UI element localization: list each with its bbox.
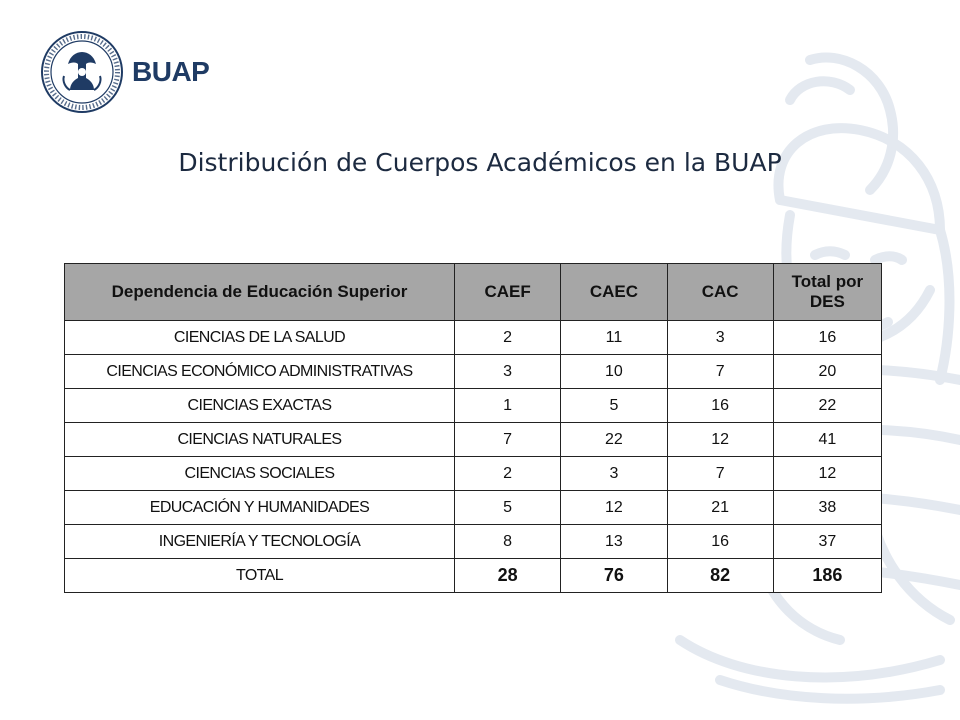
row-total: 20	[773, 355, 881, 389]
row-name: CIENCIAS NATURALES	[65, 423, 455, 457]
table-row	[65, 321, 882, 355]
table-header-row	[65, 264, 882, 321]
header-total-line1: Total por	[791, 272, 864, 291]
row-total: 38	[773, 491, 881, 525]
table-row	[65, 525, 882, 559]
row-caec: 5	[561, 389, 667, 423]
page-title: Distribución de Cuerpos Académicos en la BUAP	[178, 148, 782, 177]
row-name: CIENCIAS DE LA SALUD	[65, 321, 455, 355]
row-total: 16	[773, 321, 881, 355]
header-total	[773, 264, 881, 321]
table-row	[65, 389, 882, 423]
row-caef: 5	[454, 491, 560, 525]
total-caef: 28	[454, 559, 560, 593]
header-dependencia: Dependencia de Educación Superior	[65, 264, 455, 321]
row-total: 37	[773, 525, 881, 559]
row-caef: 8	[454, 525, 560, 559]
table-total-row	[65, 559, 882, 593]
brand-name: BUAP	[132, 56, 210, 87]
row-caef: 2	[454, 321, 560, 355]
table-row	[65, 457, 882, 491]
university-seal-icon	[40, 30, 124, 114]
row-caec: 22	[561, 423, 667, 457]
row-cac: 12	[667, 423, 773, 457]
row-caef: 7	[454, 423, 560, 457]
row-cac: 16	[667, 525, 773, 559]
row-caec: 3	[561, 457, 667, 491]
row-caef: 3	[454, 355, 560, 389]
header-cac: CAC	[667, 264, 773, 321]
row-total: 22	[773, 389, 881, 423]
row-caec: 10	[561, 355, 667, 389]
header-total-line2: DES	[809, 292, 845, 311]
total-total: 186	[773, 559, 881, 593]
table-row	[65, 423, 882, 457]
row-caec: 11	[561, 321, 667, 355]
row-caef: 2	[454, 457, 560, 491]
row-name: EDUCACIÓN Y HUMANIDADES	[65, 491, 455, 525]
row-cac: 3	[667, 321, 773, 355]
header-caec: CAEC	[561, 264, 667, 321]
row-total: 12	[773, 457, 881, 491]
buap-logo	[40, 30, 240, 120]
des-distribution-table	[64, 263, 882, 593]
total-caec: 76	[561, 559, 667, 593]
row-name: CIENCIAS EXACTAS	[65, 389, 455, 423]
table-row	[65, 355, 882, 389]
row-cac: 7	[667, 355, 773, 389]
row-name: CIENCIAS ECONÓMICO ADMINISTRATIVAS	[65, 355, 455, 389]
total-cac: 82	[667, 559, 773, 593]
row-total: 41	[773, 423, 881, 457]
row-caec: 13	[561, 525, 667, 559]
header-caef: CAEF	[454, 264, 560, 321]
row-cac: 7	[667, 457, 773, 491]
row-caef: 1	[454, 389, 560, 423]
row-cac: 21	[667, 491, 773, 525]
row-name: INGENIERÍA Y TECNOLOGÍA	[65, 525, 455, 559]
row-caec: 12	[561, 491, 667, 525]
total-label: TOTAL	[65, 559, 455, 593]
row-cac: 16	[667, 389, 773, 423]
table-row	[65, 491, 882, 525]
row-name: CIENCIAS SOCIALES	[65, 457, 455, 491]
